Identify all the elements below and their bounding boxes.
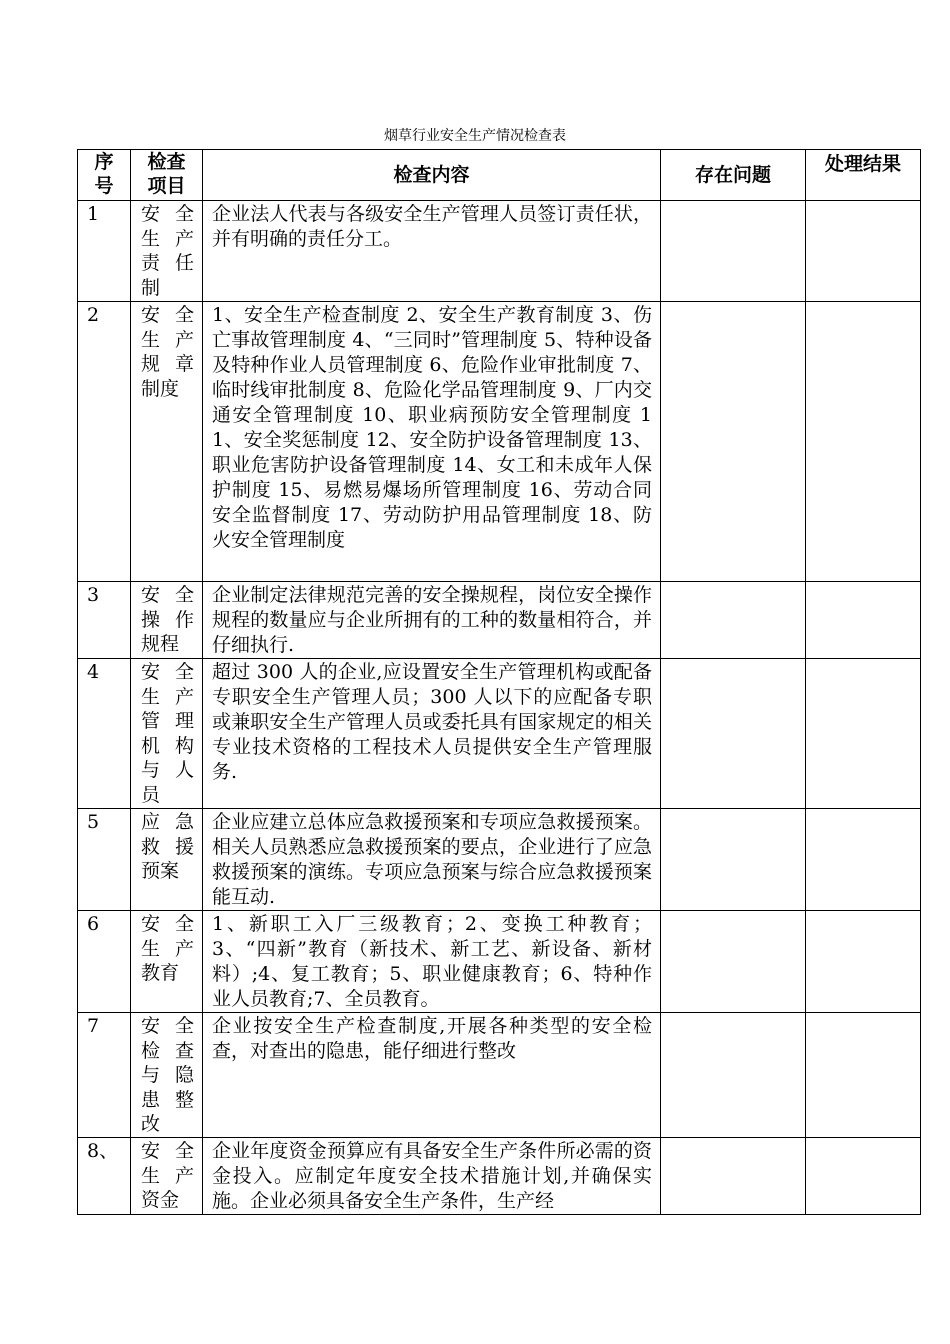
row-issue[interactable] xyxy=(661,1138,806,1215)
row-content: 企业法人代表与各级安全生产管理人员签订责任状，并有明确的责任分工。 xyxy=(203,201,661,302)
row-result[interactable] xyxy=(806,302,921,582)
row-content: 企业按安全生产检查制度,开展各种类型的安全检查，对查出的隐患，能仔细进行整改 xyxy=(203,1013,661,1138)
row-result[interactable] xyxy=(806,582,921,659)
row-content: 企业应建立总体应急救援预案和专项应急救援预案。相关人员熟悉应急救援预案的要点，企业进行了应急救援预案的演练。专项应急预案与综合应急救援预案能互动. xyxy=(203,809,661,911)
row-seq: 5 xyxy=(78,809,131,911)
row-result[interactable] xyxy=(806,201,921,302)
row-seq: 2 xyxy=(78,302,131,582)
page-title: 烟草行业安全生产情况检查表 xyxy=(384,128,566,144)
row-item: 安全生产规章制度 xyxy=(131,302,203,582)
row-item: 安全生产管理机构与人员 xyxy=(131,659,203,809)
table-row xyxy=(78,659,921,809)
row-result[interactable] xyxy=(806,1013,921,1138)
header-issue: 存在问题 xyxy=(661,150,806,201)
row-content: 企业制定法律规范完善的安全操规程，岗位安全操作规程的数量应与企业所拥有的工种的数量相符合，并仔细执行. xyxy=(203,582,661,659)
row-issue[interactable] xyxy=(661,302,806,582)
row-item: 安全生产教育 xyxy=(131,911,203,1013)
row-item: 安全操作规程 xyxy=(131,582,203,659)
table-row xyxy=(78,201,921,302)
row-issue[interactable] xyxy=(661,809,806,911)
row-seq: 6 xyxy=(78,911,131,1013)
row-content: 1、新职工入厂三级教育；2、变换工种教育；3、“四新”教育（新技术、新工艺、新设备、新材料）;4、复工教育；5、职业健康教育；6、特种作业人员教育;7、全员教育。 xyxy=(203,911,661,1013)
header-seq: 序号 xyxy=(78,150,131,201)
row-issue[interactable] xyxy=(661,582,806,659)
row-content: 1、安全生产检查制度 2、安全生产教育制度 3、伤亡事故管理制度 4、“三同时”管理制度 5、特种设备及特种作业人员管理制度 6、危险作业审批制度 7、临时线审批制度 8、危险化学品管理制度 9、厂内交通安全管理制度 10、职业病预防安全管理制度 11、安全奖惩制度 12、安全防护设备管理制度 13、职业危害防护设备管理制度 14、女工和未成年人保护制度 15、易燃易爆场所管理制度 16、劳动合同安全监督制度 17、劳动防护用品管理制度 18、防火安全管理制度 xyxy=(203,302,661,582)
row-seq: 1 xyxy=(78,201,131,302)
row-seq: 7 xyxy=(78,1013,131,1138)
row-content: 企业年度资金预算应有具备安全生产条件所必需的资金投入。应制定年度安全技术措施计划,并确保实施。企业必须具备安全生产条件，生产经 xyxy=(203,1138,661,1215)
table-row xyxy=(78,302,921,582)
row-item: 安全检查与隐患整改 xyxy=(131,1013,203,1138)
row-issue[interactable] xyxy=(661,911,806,1013)
header-content: 检查内容 xyxy=(203,150,661,201)
table-row xyxy=(78,1138,921,1215)
row-issue[interactable] xyxy=(661,1013,806,1138)
table-row xyxy=(78,582,921,659)
header-item: 检查项目 xyxy=(131,150,203,201)
row-item: 安全生产责任制 xyxy=(131,201,203,302)
row-result[interactable] xyxy=(806,659,921,809)
row-seq: 4 xyxy=(78,659,131,809)
row-result[interactable] xyxy=(806,809,921,911)
row-item: 安全生产资金 xyxy=(131,1138,203,1215)
row-issue[interactable] xyxy=(661,201,806,302)
row-issue[interactable] xyxy=(661,659,806,809)
header-result: 处理结果 xyxy=(806,150,921,201)
row-seq: 3 xyxy=(78,582,131,659)
row-result[interactable] xyxy=(806,911,921,1013)
inspection-table xyxy=(77,149,921,1215)
table-header-row xyxy=(78,150,921,201)
row-content: 超过 300 人的企业,应设置安全生产管理机构或配备专职安全生产管理人员；300 人以下的应配备专职或兼职安全生产管理人员或委托具有国家规定的相关专业技术资格的工程技术人员提供安全生产管理服务. xyxy=(203,659,661,809)
row-result[interactable] xyxy=(806,1138,921,1215)
table-row xyxy=(78,1013,921,1138)
row-item: 应急救援预案 xyxy=(131,809,203,911)
row-seq: 8、 xyxy=(78,1138,131,1215)
table-row xyxy=(78,809,921,911)
table-row xyxy=(78,911,921,1013)
